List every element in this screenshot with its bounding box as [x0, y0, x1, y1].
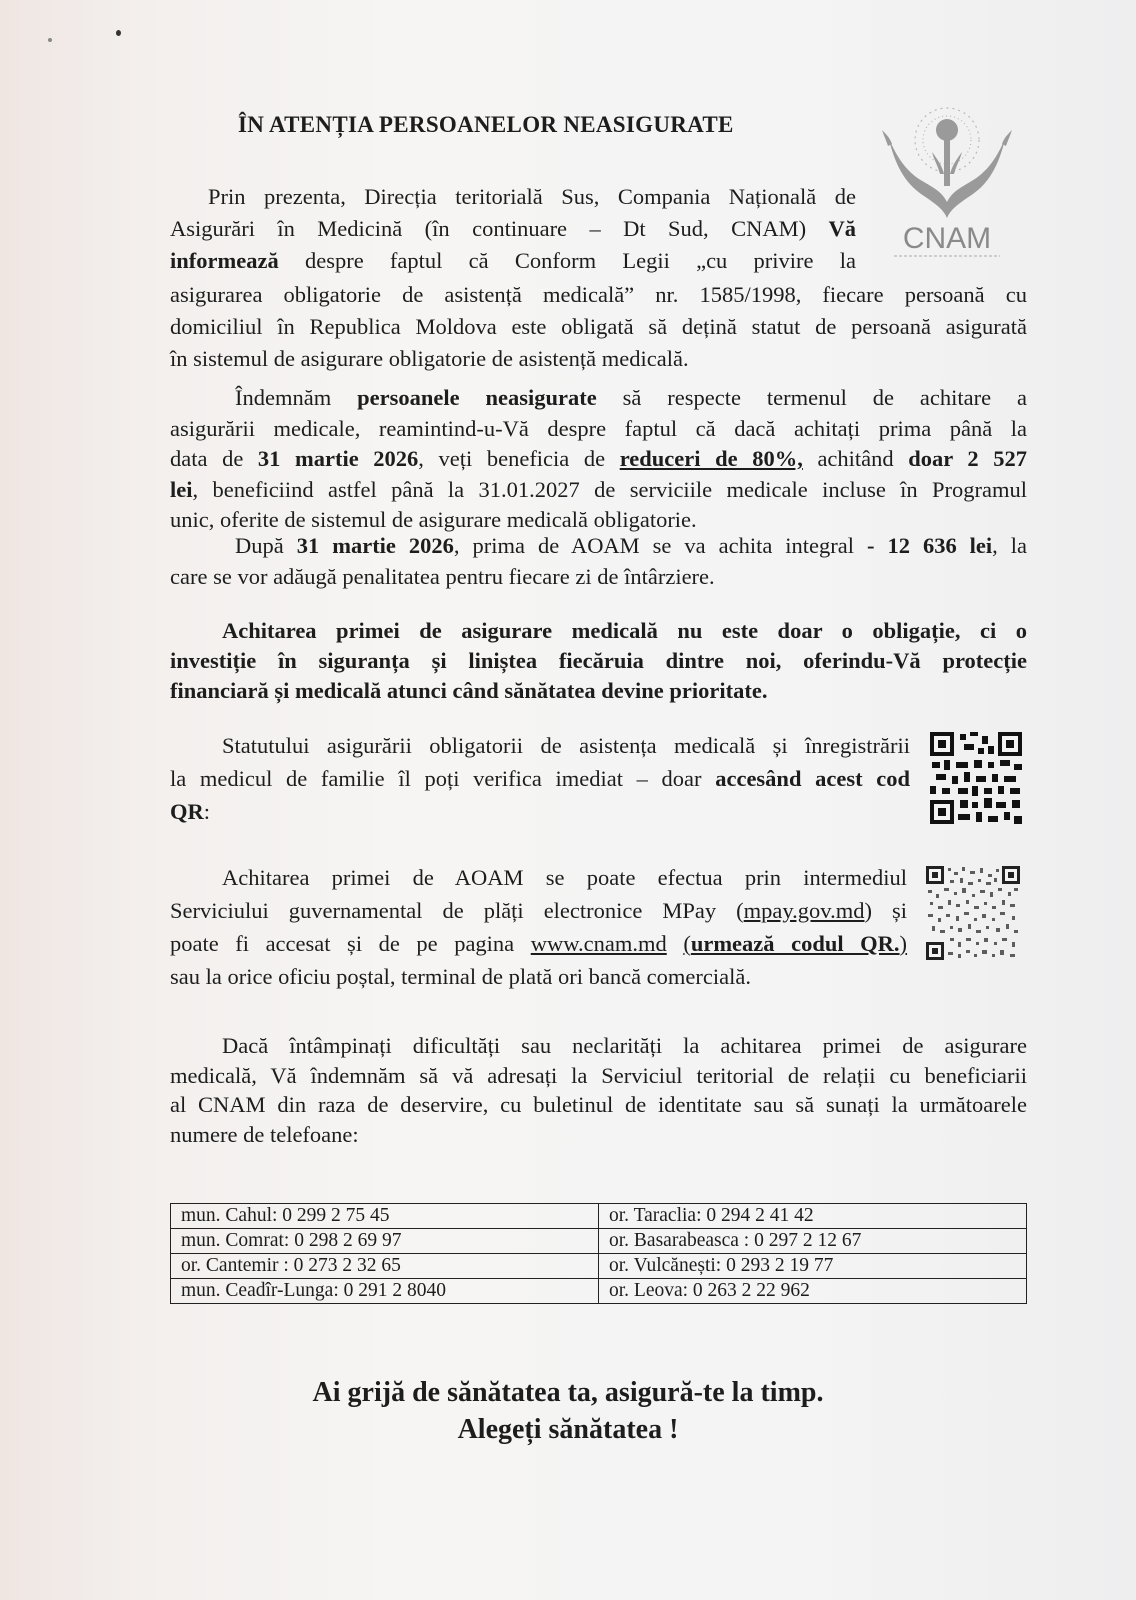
status-line: la medicul de familie îl poți verifica imediat – doar accesând acest cod: [170, 766, 911, 791]
status-line: Statutului asigurării obligatorii de asistența medicală și înregistrării: [222, 733, 910, 758]
payment-line: sau la orice oficiu poștal, terminal de plată ori bancă comercială.: [170, 964, 751, 989]
document-title: ÎN ATENȚIA PERSOANELOR NEASIGURATE: [238, 112, 734, 137]
phone-numbers-table: [170, 1203, 1027, 1304]
phone-cell: mun. Comrat: 0 298 2 69 97: [171, 1229, 599, 1254]
phone-cell: or. Taraclia: 0 294 2 41 42: [599, 1204, 1027, 1229]
intro-line: Asigurări în Medicină (în continuare – Dt Sud, CNAM) Vă: [170, 216, 857, 241]
phone-cell: or. Basarabeasca : 0 297 2 12 67: [599, 1229, 1027, 1254]
penalty-paragraph: [170, 531, 1027, 592]
cnam-link[interactable]: www.cnam.md: [530, 931, 667, 956]
payment-line: Achitarea primei de AOAM se poate efectua prin intermediul: [222, 865, 907, 890]
help-line: medicală, Vă îndemnăm să vă adresați la Serviciul teritorial de relații cu beneficiarii: [170, 1062, 1027, 1088]
status-line: QR:: [170, 799, 211, 824]
payment-line: poate fi accesat și de pe pagina www.cnam.md (urmează codul QR.): [170, 931, 908, 956]
discount-line: Îndemnăm persoanele neasigurate să respecte termenul de achitare a: [235, 385, 1028, 410]
discount-line: data de 31 martie 2026, veți beneficia de reduceri de 80%, achitând doar 2 527: [170, 446, 1028, 471]
payment-paragraph: [170, 861, 907, 960]
cnam-hands-logo-icon: [880, 100, 1015, 268]
speck-mark: [116, 30, 121, 36]
payment-line: Serviciului guvernamental de plăți electronice MPay (mpay.gov.md) și: [170, 898, 907, 923]
phone-cell: or. Cantemir : 0 273 2 32 65: [171, 1254, 599, 1279]
investment-paragraph: [170, 616, 1027, 706]
phone-cell: mun. Ceadîr-Lunga: 0 291 2 8040: [171, 1279, 599, 1304]
penalty-line: După 31 martie 2026, prima de AOAM se va achita integral - 12 636 lei, la: [235, 533, 1028, 558]
speck-mark: [48, 38, 52, 42]
help-line: numere de telefoane:: [170, 1121, 359, 1147]
cnam-logo: [880, 100, 1015, 268]
table-row: [171, 1279, 1027, 1304]
status-qr-code[interactable]: [930, 732, 1022, 824]
phone-cell: or. Leova: 0 263 2 22 962: [599, 1279, 1027, 1304]
help-line: Dacă întâmpinați dificultăți sau neclarități la achitarea primei de asigurare: [222, 1033, 1027, 1058]
help-paragraph: [170, 1031, 1027, 1149]
investment-line: financiară și medicală atunci când sănătatea devine prioritate.: [170, 678, 768, 703]
phone-cell: or. Vulcănești: 0 293 2 19 77: [599, 1254, 1027, 1279]
slogan-line-1: Ai grijă de sănătatea ta, asigură-te la timp.: [312, 1377, 824, 1408]
investment-line: Achitarea primei de asigurare medicală nu este doar o obligație, ci o: [222, 618, 1027, 643]
mpay-link[interactable]: mpay.gov.md: [743, 898, 865, 923]
investment-line: investiție în siguranța și liniștea fiecăruia dintre noi, oferindu-Vă protecție: [170, 648, 1027, 673]
help-line: al CNAM din raza de deservire, cu buletinul de identitate sau să sunați la următoarele: [170, 1092, 1027, 1117]
intro-line: informează despre faptul că Conform Legii „cu privire la: [170, 248, 857, 273]
slogan-line-2: Alegeți sănătatea !: [457, 1414, 679, 1445]
intro-paragraph: [170, 181, 856, 277]
discount-line: unic, oferite de sistemul de asigurare medicală obligatorie.: [170, 507, 697, 532]
intro-line: Prin prezenta, Direcția teritorială Sus, Compania Națională de: [208, 184, 856, 209]
status-check-paragraph: [170, 729, 910, 828]
penalty-line: care se vor adăugă penalitatea pentru fiecare zi de întârziere.: [170, 563, 715, 589]
intro-line: domiciliul în Republica Moldova este obligată să dețină statut de persoană asigurată: [170, 314, 1027, 339]
logo-text: CNAM: [902, 222, 992, 255]
discount-line: lei, beneficiind astfel până la 31.01.2027 de serviciile medicale incluse în Programul: [170, 476, 1027, 502]
payment-paragraph-cont: [170, 960, 1030, 993]
table-row: [171, 1254, 1027, 1279]
phone-cell: mun. Cahul: 0 299 2 75 45: [171, 1204, 599, 1229]
payment-qr-code[interactable]: [926, 866, 1020, 960]
intro-line: asigurarea obligatorie de asistență medicală” nr. 1585/1998, fiecare persoană cu: [170, 282, 1027, 307]
intro-paragraph-cont: [170, 279, 1027, 375]
discount-line: asigurării medicale, reamintind-u-Vă despre faptul că dacă achitați prima până la: [170, 415, 1027, 441]
discount-paragraph: [170, 383, 1027, 536]
table-row: [171, 1229, 1027, 1254]
table-row: [171, 1204, 1027, 1229]
intro-line: în sistemul de asigurare obligatorie de asistență medicală.: [170, 346, 689, 371]
